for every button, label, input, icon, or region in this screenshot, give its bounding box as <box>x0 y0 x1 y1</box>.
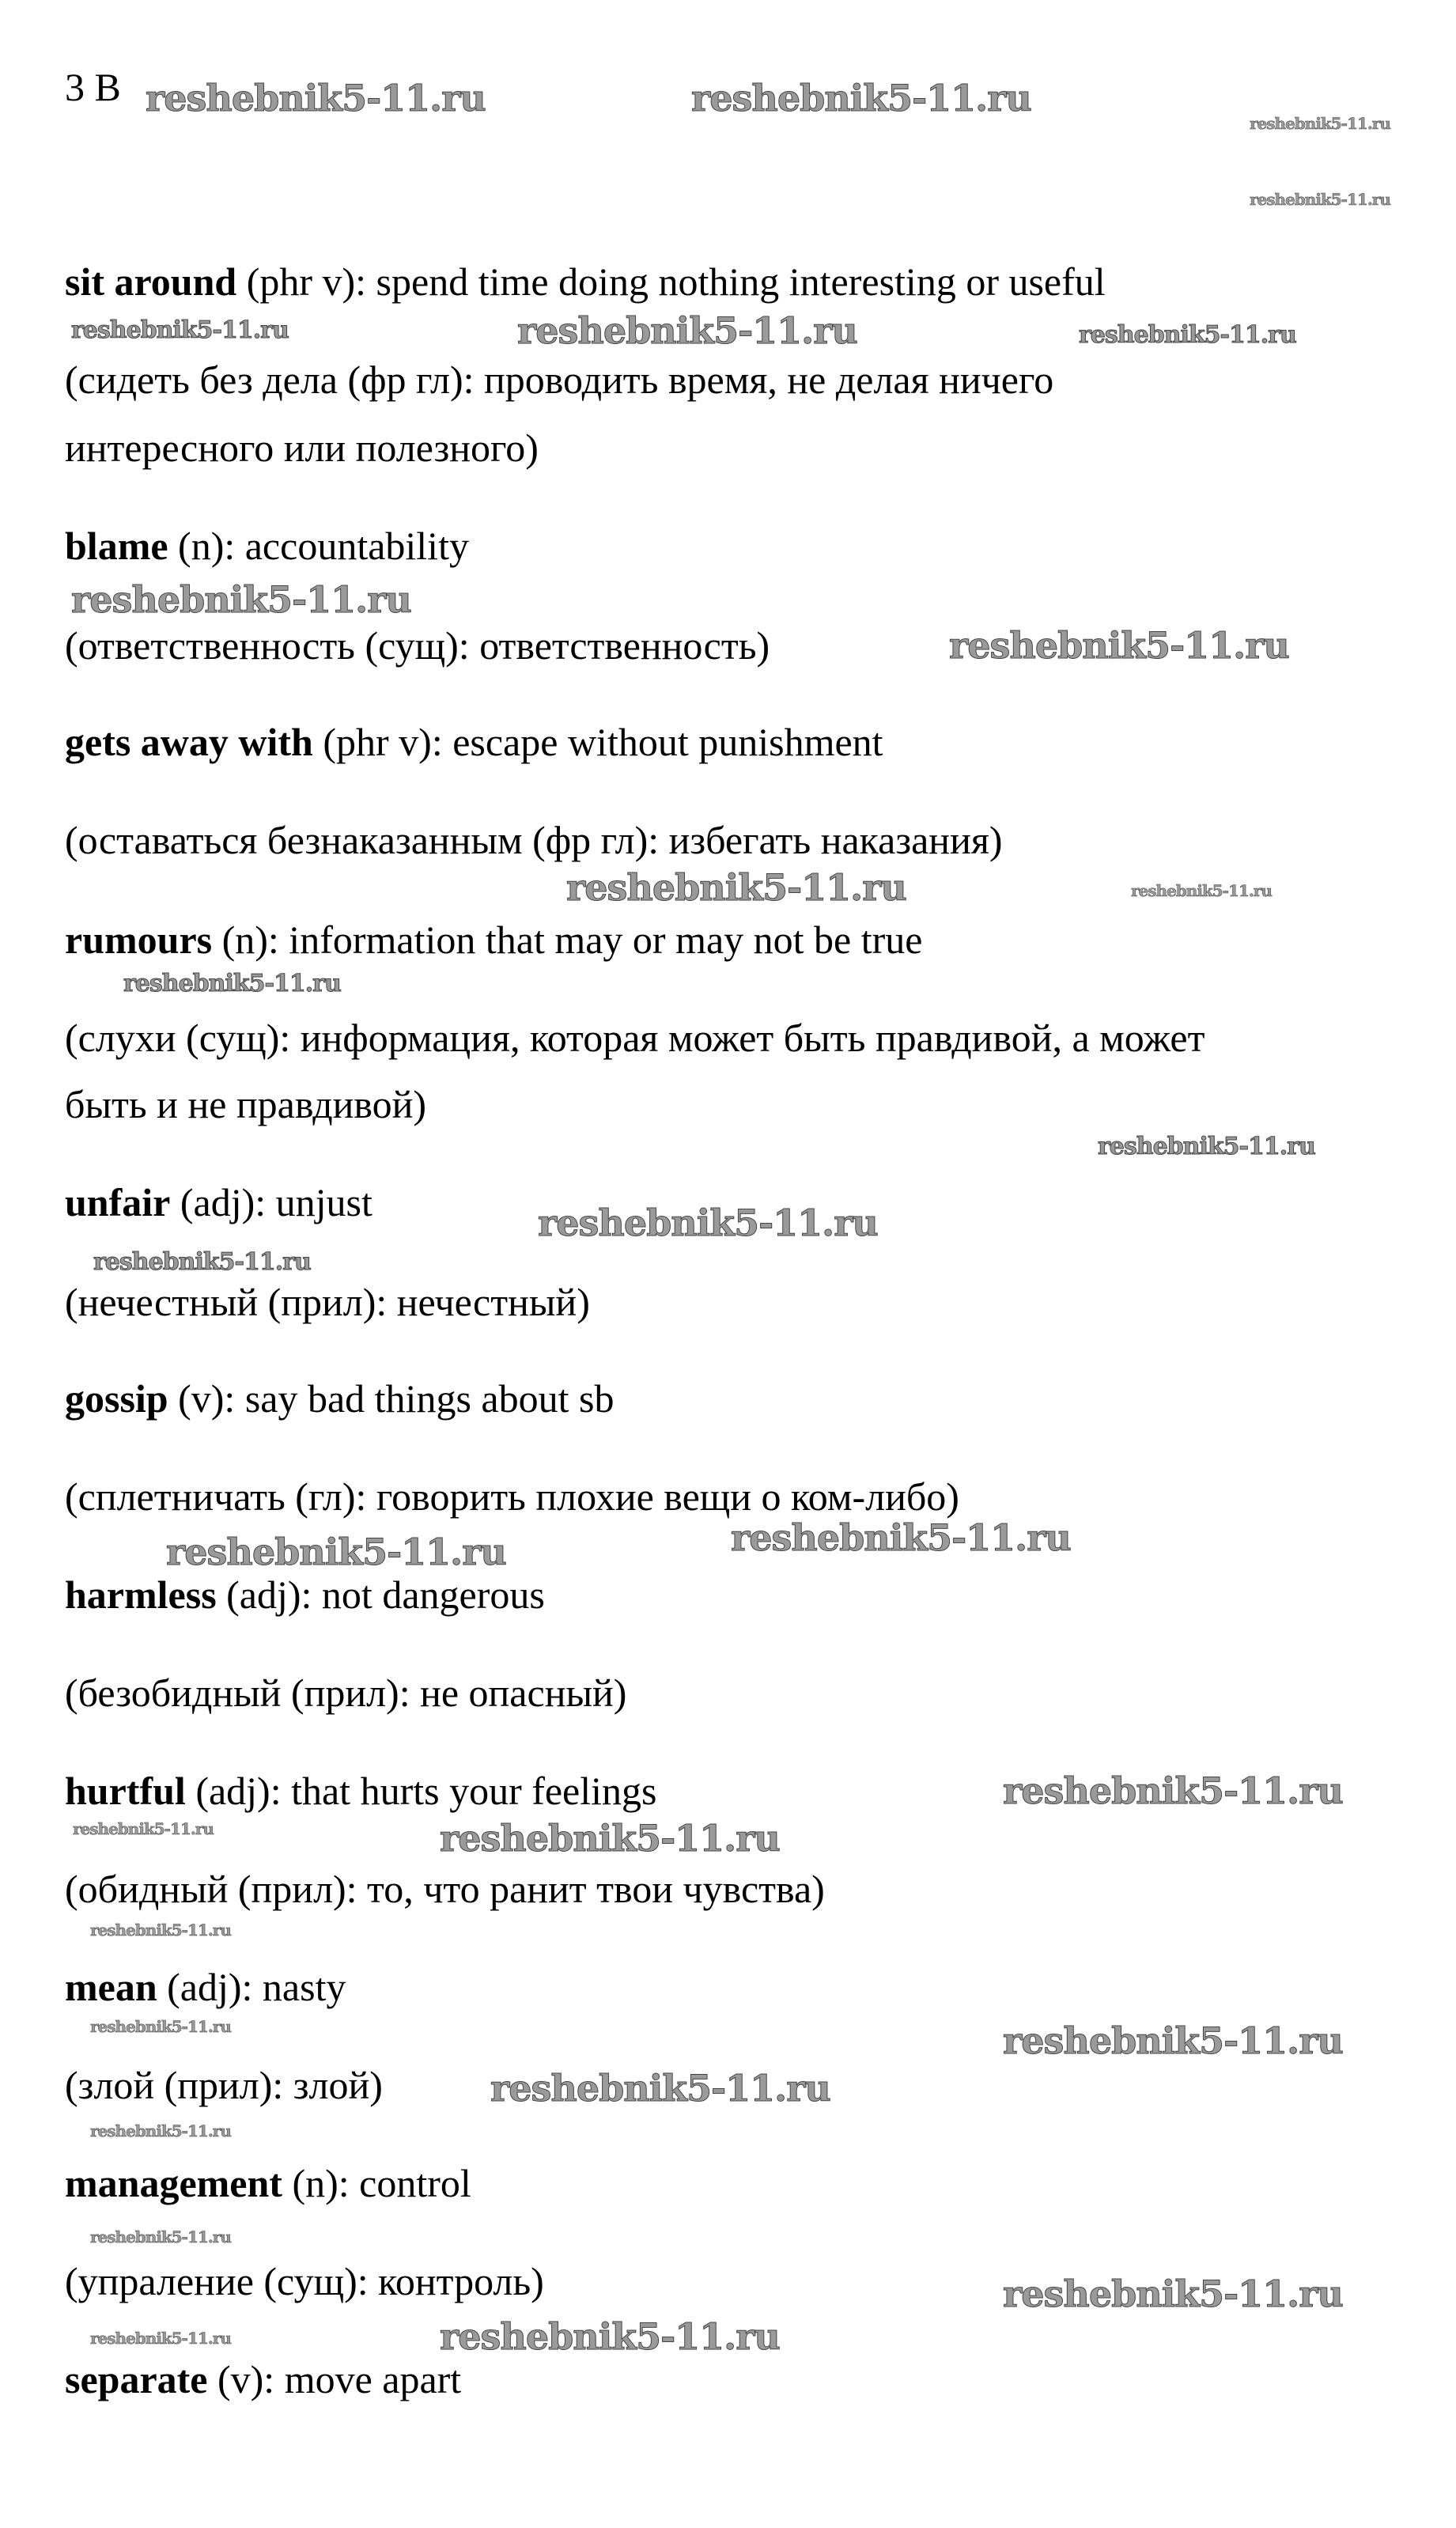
watermark: reshebnik5-11.ru <box>538 1202 878 1244</box>
entry-mean <box>65 1967 346 2007</box>
entry-separate <box>65 2357 462 2401</box>
definition: (phr v): escape without punishment <box>312 720 883 764</box>
term: separate <box>65 2357 208 2401</box>
term: sit around <box>65 259 237 304</box>
translation: (слухи (сущ): информация, которая может быть правдивой, а может <box>65 1016 1205 1060</box>
entry-gossip <box>65 1376 615 1421</box>
translation: (злой (прил): злой) <box>65 2063 383 2107</box>
definition: (v): move apart <box>207 2357 462 2401</box>
term: unfair <box>65 1180 171 1224</box>
watermark: reshebnik5-11.ru <box>1003 2019 1343 2062</box>
section-heading: 3 B <box>65 65 121 109</box>
translation: (оставаться безнаказанным (фр гл): избегать наказания) <box>65 818 1003 862</box>
watermark: reshebnik5-11.ru <box>949 624 1289 667</box>
entry-unfair <box>65 1180 373 1224</box>
watermark: reshebnik5-11.ru <box>731 1516 1071 1559</box>
watermark: reshebnik5-11.ru <box>517 309 857 352</box>
entry-rumours <box>65 918 923 962</box>
watermark: reshebnik5-11.ru <box>566 866 906 909</box>
watermark: reshebnik5-11.ru <box>1250 190 1390 209</box>
term: management <box>65 2161 282 2205</box>
translation: (обидный (прил): то, что ранит твои чувства) <box>65 1867 825 1911</box>
translation: интересного или полезного) <box>65 426 539 470</box>
watermark: reshebnik5-11.ru <box>691 77 1031 119</box>
watermark: reshebnik5-11.ru <box>490 2067 830 2110</box>
watermark: reshebnik5-11.ru <box>1003 1769 1343 1812</box>
term: gets away with <box>65 720 313 764</box>
term: gossip <box>65 1376 168 1421</box>
watermark: reshebnik5-11.ru <box>1250 114 1390 133</box>
translation: (ответственность (сущ): ответственность) <box>65 623 770 668</box>
term: blame <box>65 524 168 568</box>
watermark: reshebnik5-11.ru <box>440 2315 780 2358</box>
definition: (n): accountability <box>168 524 469 568</box>
watermark: reshebnik5-11.ru <box>1079 321 1296 349</box>
watermark: reshebnik5-11.ru <box>73 1819 214 1838</box>
watermark: reshebnik5-11.ru <box>90 2121 231 2140</box>
watermark: reshebnik5-11.ru <box>90 2227 231 2246</box>
definition: (phr v): spend time doing nothing interesting or useful <box>236 259 1106 304</box>
translation: (сидеть без дела (фр гл): проводить время, не делая ничего <box>65 358 1054 402</box>
watermark: reshebnik5-11.ru <box>90 2329 231 2348</box>
watermark: reshebnik5-11.ru <box>1003 2273 1343 2315</box>
definition: (adj): nasty <box>157 1965 346 2009</box>
translation: быть и не правдивой) <box>65 1082 427 1126</box>
entry-blame <box>65 526 469 566</box>
watermark: reshebnik5-11.ru <box>71 316 289 344</box>
watermark: reshebnik5-11.ru <box>90 2017 231 2036</box>
entry-gets-away-with <box>65 722 883 762</box>
watermark: reshebnik5-11.ru <box>123 970 341 997</box>
definition: (v): say bad things about sb <box>168 1376 615 1421</box>
entry-management <box>65 2163 471 2203</box>
watermark: reshebnik5-11.ru <box>440 1817 780 1860</box>
term: mean <box>65 1965 157 2009</box>
watermark: reshebnik5-11.ru <box>1098 1133 1315 1160</box>
watermark: reshebnik5-11.ru <box>93 1248 311 1276</box>
watermark: reshebnik5-11.ru <box>90 1921 231 1940</box>
translation: (упраление (сущ): контроль) <box>65 2259 544 2303</box>
translation: (нечестный (прил): нечестный) <box>65 1280 590 1324</box>
watermark: reshebnik5-11.ru <box>1131 881 1272 900</box>
watermark: reshebnik5-11.ru <box>71 578 411 621</box>
translation: (безобидный (прил): не опасный) <box>65 1671 627 1715</box>
term: harmless <box>65 1572 217 1617</box>
definition: (adj): not dangerous <box>216 1572 545 1617</box>
entry-harmless <box>65 1572 545 1617</box>
watermark: reshebnik5-11.ru <box>146 77 486 119</box>
definition: (adj): that hurts your feelings <box>185 1769 657 1813</box>
definition: (n): control <box>282 2161 471 2205</box>
definition: (adj): unjust <box>170 1180 373 1224</box>
term: rumours <box>65 918 213 962</box>
translation: (сплетничать (гл): говорить плохие вещи о ком-либо) <box>65 1474 959 1519</box>
entry-hurtful <box>65 1771 657 1811</box>
entry-sit-around <box>65 259 1106 304</box>
term: hurtful <box>65 1769 186 1813</box>
definition: (n): information that may or may not be true <box>212 918 923 962</box>
watermark: reshebnik5-11.ru <box>166 1531 506 1573</box>
